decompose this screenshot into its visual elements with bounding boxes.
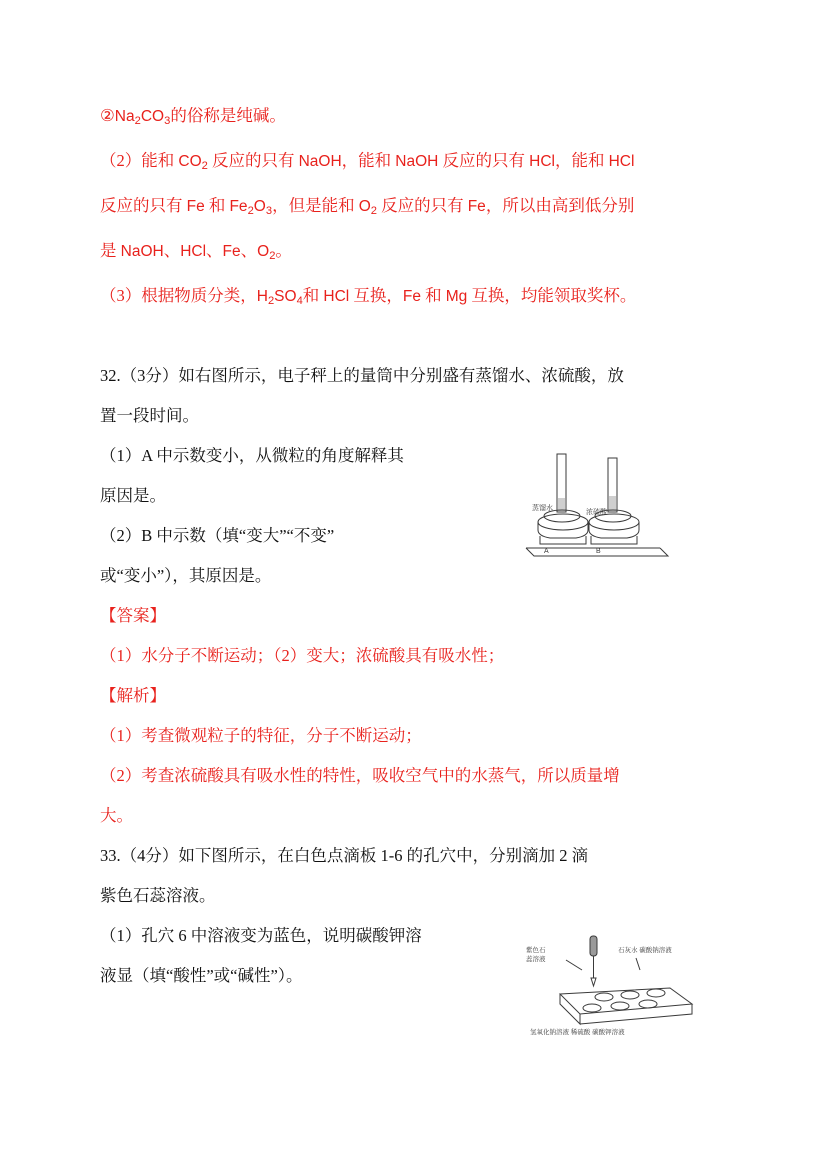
electronic-balance-cylinders-figure <box>520 452 670 577</box>
q32-analysis-2a: （2）考查浓硫酸具有吸水性的特性，吸收空气中的水蒸气，所以质量增 <box>100 765 620 785</box>
figure2-label-purple-litmus-1: 紫色石 <box>526 947 546 954</box>
q33-stem-line2: 紫色石蕊溶液。 <box>100 885 216 905</box>
q32-answer-text: （1）水分子不断运动；（2）变大；浓硫酸具有吸水性； <box>100 645 505 665</box>
q32-sub1-line1: （1）A 中示数变小，从微粒的角度解释其 <box>100 445 404 465</box>
figure1-label-sulfuric-acid: 浓硫酸 <box>586 509 607 516</box>
figure1-label-b: B <box>596 548 601 555</box>
q32-stem-line2: 置一段时间。 <box>100 405 199 425</box>
figure2-label-purple-litmus-2: 蕊溶液 <box>526 956 546 963</box>
paragraph-2-line1: （2）能和 $CO_2$ 反应的只有 NaOH，能和 NaOH 反应的只有 HCl，能和 HCl <box>100 151 635 173</box>
q32-answer-header: 【答案】 <box>100 605 166 625</box>
figure2-label-limewater-sodium-carbonate: 石灰水 碳酸钠溶液 <box>618 947 672 954</box>
q32-sub1-line2: 原因是。 <box>100 485 166 505</box>
q33-stem-line1: 33.（4分）如下图所示，在白色点滴板 1-6 的孔穴中，分别滴加 2 滴 <box>100 845 589 865</box>
paragraph-3: （3）根据物质分类，$H_2SO_4$和 HCl 互换，Fe 和 Mg 互换，均能领取奖杯。 <box>100 286 637 308</box>
paragraph-na2co3: $②Na_2CO_3$的俗称是纯碱。 <box>100 106 286 128</box>
q33-sub1-line1: （1）孔穴 6 中溶液变为蓝色，说明碳酸钾溶 <box>100 925 422 945</box>
q32-stem-line1: 32.（3分）如右图所示，电子秤上的量筒中分别盛有蒸馏水、浓硫酸，放 <box>100 365 624 385</box>
q33-sub1-line2: 液显（填“酸性”或“碱性”）。 <box>100 965 303 985</box>
figure2-label-bottom: 氢氧化钠溶液 稀硫酸 碳酸钾溶液 <box>530 1029 625 1036</box>
q32-sub2-line1: （2）B 中示数（填“变大”“不变” <box>100 525 335 545</box>
figure1-label-distilled-water: 蒸馏水 <box>532 505 553 512</box>
paragraph-2-line3: 是 NaOH、HCl、Fe、$O_2$。 <box>100 241 292 263</box>
paragraph-2-line2: 反应的只有 Fe 和 $Fe_2O_3$，但是能和 $O_2$ 反应的只有 Fe，所以由高到低分别 <box>100 196 635 218</box>
q32-analysis-header: 【解析】 <box>100 685 166 705</box>
q32-sub2-line2: 或“变小”），其原因是。 <box>100 565 272 585</box>
figure1-label-a: A <box>544 548 549 555</box>
q32-analysis-1: （1）考查微观粒子的特征，分子不断运动； <box>100 725 422 745</box>
white-spot-plate-figure <box>520 930 700 1042</box>
q32-analysis-2b: 大。 <box>100 805 133 825</box>
